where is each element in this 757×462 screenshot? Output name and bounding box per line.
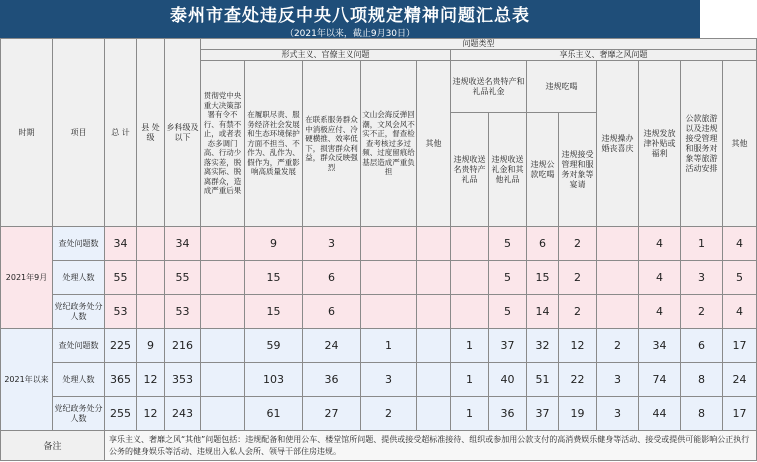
header-gift-group: 违规收送名贵特产和礼品礼金 <box>451 61 527 113</box>
cell-g2: 5 <box>489 227 527 261</box>
cell-g1 <box>451 261 489 295</box>
cell-wedding: 2 <box>597 329 639 363</box>
cell-allowance: 4 <box>639 261 681 295</box>
cell-allowance: 4 <box>639 295 681 329</box>
cell-f5 <box>417 363 451 397</box>
header-eat-group: 违规吃喝 <box>527 61 597 113</box>
period-cell: 2021年以来 <box>1 329 53 431</box>
cell-f1 <box>201 397 245 431</box>
cell-f1 <box>201 329 245 363</box>
cell-f2: 15 <box>245 261 303 295</box>
cell-f3: 27 <box>303 397 361 431</box>
header-f5: 其他 <box>417 61 451 227</box>
header-township: 乡科级及以下 <box>165 39 201 227</box>
header-eat1: 违规公款吃喝 <box>527 113 559 227</box>
cell-allowance: 74 <box>639 363 681 397</box>
cell-travel: 1 <box>681 227 723 261</box>
cell-wedding: 3 <box>597 363 639 397</box>
cell-township: 55 <box>165 261 201 295</box>
cell-f2: 61 <box>245 397 303 431</box>
cell-other: 4 <box>723 295 757 329</box>
cell-f3: 3 <box>303 227 361 261</box>
header-gift2: 违规收送礼金和其他礼品 <box>489 113 527 227</box>
cell-county <box>137 261 165 295</box>
header-f4: 文山会海反弹回潮，文风会风不实不正，督查检查考核过多过频、过度留痕给基层造成严重负担 <box>361 61 417 227</box>
cell-g2: 37 <box>489 329 527 363</box>
summary-table <box>0 38 757 461</box>
row-label: 处理人数 <box>53 363 105 397</box>
table-row <box>1 227 757 261</box>
row-label: 党纪政务处分人数 <box>53 397 105 431</box>
cell-e2: 19 <box>559 397 597 431</box>
cell-e1: 37 <box>527 397 559 431</box>
row-label: 查处问题数 <box>53 329 105 363</box>
cell-e1: 51 <box>527 363 559 397</box>
table-row <box>1 329 757 363</box>
row-label: 处理人数 <box>53 261 105 295</box>
cell-g2: 5 <box>489 261 527 295</box>
header-problem-type: 问题类型 <box>201 39 757 50</box>
cell-allowance: 34 <box>639 329 681 363</box>
cell-travel: 3 <box>681 261 723 295</box>
cell-wedding <box>597 227 639 261</box>
cell-f4: 1 <box>361 329 417 363</box>
cell-travel: 2 <box>681 295 723 329</box>
table-row <box>1 295 757 329</box>
cell-f3: 6 <box>303 261 361 295</box>
cell-other: 24 <box>723 363 757 397</box>
cell-other: 17 <box>723 329 757 363</box>
cell-e2: 12 <box>559 329 597 363</box>
cell-travel: 8 <box>681 363 723 397</box>
cell-f5 <box>417 295 451 329</box>
cell-other: 4 <box>723 227 757 261</box>
table-row <box>1 363 757 397</box>
cell-travel: 6 <box>681 329 723 363</box>
cell-f4: 3 <box>361 363 417 397</box>
period-cell: 2021年9月 <box>1 227 53 329</box>
cell-wedding <box>597 295 639 329</box>
cell-f5 <box>417 261 451 295</box>
header-county: 县 处级 <box>137 39 165 227</box>
cell-e2: 2 <box>559 227 597 261</box>
cell-g1: 1 <box>451 397 489 431</box>
header-h-other: 其他 <box>723 61 757 227</box>
cell-g1: 1 <box>451 363 489 397</box>
header-eat2: 违规接受管理和服务对象等宴请 <box>559 113 597 227</box>
cell-f2: 15 <box>245 295 303 329</box>
cell-total: 225 <box>105 329 137 363</box>
cell-f4 <box>361 227 417 261</box>
cell-allowance: 44 <box>639 397 681 431</box>
cell-f2: 103 <box>245 363 303 397</box>
cell-total: 34 <box>105 227 137 261</box>
note-label: 备注 <box>1 431 105 461</box>
cell-f4: 2 <box>361 397 417 431</box>
cell-g2: 5 <box>489 295 527 329</box>
cell-total: 53 <box>105 295 137 329</box>
cell-f4 <box>361 295 417 329</box>
cell-f1 <box>201 363 245 397</box>
cell-county: 12 <box>137 363 165 397</box>
header-travel: 公款旅游以及违规接受管理和服务对象等旅游活动安排 <box>681 61 723 227</box>
cell-travel: 8 <box>681 397 723 431</box>
cell-county: 12 <box>137 397 165 431</box>
cell-g1 <box>451 295 489 329</box>
cell-g1 <box>451 227 489 261</box>
header-wedding: 违规操办婚丧喜庆 <box>597 61 639 227</box>
row-label: 查处问题数 <box>53 227 105 261</box>
cell-f3: 6 <box>303 295 361 329</box>
page-subtitle: （2021年以来，截止9月30日） <box>0 26 700 38</box>
cell-g2: 40 <box>489 363 527 397</box>
cell-e1: 15 <box>527 261 559 295</box>
cell-wedding <box>597 261 639 295</box>
cell-wedding: 3 <box>597 397 639 431</box>
cell-e1: 32 <box>527 329 559 363</box>
cell-total: 255 <box>105 397 137 431</box>
note-row <box>1 431 757 461</box>
cell-e1: 6 <box>527 227 559 261</box>
cell-county <box>137 227 165 261</box>
cell-f3: 36 <box>303 363 361 397</box>
cell-e2: 2 <box>559 295 597 329</box>
cell-township: 34 <box>165 227 201 261</box>
cell-allowance: 4 <box>639 227 681 261</box>
cell-total: 55 <box>105 261 137 295</box>
header-gift1: 违规收送名贵特产礼品 <box>451 113 489 227</box>
cell-f2: 59 <box>245 329 303 363</box>
cell-f4 <box>361 261 417 295</box>
header-hedonism: 享乐主义、奢靡之风问题 <box>451 50 757 61</box>
cell-f1 <box>201 261 245 295</box>
row-label: 党纪政务处分人数 <box>53 295 105 329</box>
cell-f3: 24 <box>303 329 361 363</box>
cell-township: 53 <box>165 295 201 329</box>
cell-e1: 14 <box>527 295 559 329</box>
cell-other: 17 <box>723 397 757 431</box>
note-text: 享乐主义、奢靡之风“其他”问题包括：违规配备和使用公车、楼堂馆所问题、提供或接受超标准接待、组织或参加用公款支付的高消费娱乐健身等活动、接受或提供可能影响公正执行公务的健身娱乐等活动、违规出入私人会所、领导干部住房违规。 <box>105 431 757 461</box>
cell-e2: 22 <box>559 363 597 397</box>
cell-f5 <box>417 397 451 431</box>
header-f3: 在联系服务群众中消极应付、冷硬横推、效率低下，损害群众利益，群众反映强烈 <box>303 61 361 227</box>
cell-f2: 9 <box>245 227 303 261</box>
header-f1: 贯彻党中央重大决策部署有令不行、有禁不止，或者表态多调门高、行动少落实差，脱离实际、脱离群众，造成严重后果 <box>201 61 245 227</box>
cell-e2: 2 <box>559 261 597 295</box>
header-formalism: 形式主义、官僚主义问题 <box>201 50 451 61</box>
cell-county <box>137 295 165 329</box>
header-total: 总 计 <box>105 39 137 227</box>
cell-other: 5 <box>723 261 757 295</box>
cell-county: 9 <box>137 329 165 363</box>
cell-g2: 36 <box>489 397 527 431</box>
cell-f1 <box>201 295 245 329</box>
header-f2: 在履职尽责、服务经济社会发展和生态环境保护方面不担当、不作为、乱作为、假作为，严重影响高质量发展 <box>245 61 303 227</box>
table-row <box>1 397 757 431</box>
header-period: 时期 <box>1 39 53 227</box>
header-allowance: 违规发放津补贴或福利 <box>639 61 681 227</box>
cell-total: 365 <box>105 363 137 397</box>
table-row <box>1 261 757 295</box>
cell-f5 <box>417 329 451 363</box>
cell-f1 <box>201 227 245 261</box>
cell-township: 216 <box>165 329 201 363</box>
header-item: 项目 <box>53 39 105 227</box>
page-title: 泰州市查处违反中央八项规定精神问题汇总表 <box>0 0 700 26</box>
cell-f5 <box>417 227 451 261</box>
cell-township: 243 <box>165 397 201 431</box>
cell-township: 353 <box>165 363 201 397</box>
cell-g1: 1 <box>451 329 489 363</box>
